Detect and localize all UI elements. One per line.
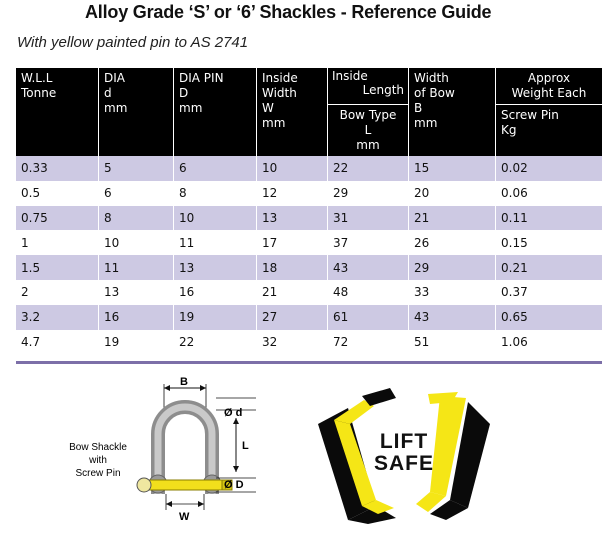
label-b: B — [180, 376, 188, 388]
cell: 17 — [257, 230, 328, 255]
screw-pin — [144, 480, 224, 490]
cell: 19 — [99, 330, 174, 355]
reference-table — [16, 68, 602, 354]
cell: 10 — [174, 206, 257, 231]
cell: 1.5 — [16, 255, 99, 280]
cell: 0.11 — [496, 206, 603, 231]
logo-text-safe: SAFE — [373, 452, 434, 475]
cell: 0.02 — [496, 156, 603, 181]
header-width-of-bow: Width of Bow B mm — [409, 68, 496, 156]
cell: 0.15 — [496, 230, 603, 255]
cell: 11 — [99, 255, 174, 280]
cell: 3.2 — [16, 305, 99, 330]
cell: 0.37 — [496, 280, 603, 305]
cell: 0.5 — [16, 181, 99, 206]
cell: 32 — [257, 330, 328, 355]
cell: 8 — [99, 206, 174, 231]
cell: 0.65 — [496, 305, 603, 330]
label-d: Ø d — [224, 407, 243, 419]
cell: 22 — [328, 156, 409, 181]
cell: 29 — [328, 181, 409, 206]
cell: 11 — [174, 230, 257, 255]
header-wll: W.L.L Tonne — [16, 68, 99, 156]
cell: 29 — [409, 255, 496, 280]
cell: 0.06 — [496, 181, 603, 206]
lift-safe-logo — [318, 388, 490, 524]
cell: 1 — [16, 230, 99, 255]
logo-text-lift: LIFT — [379, 430, 429, 453]
cell: 0.33 — [16, 156, 99, 181]
cell: 15 — [409, 156, 496, 181]
caption-line-3: Screw Pin — [75, 468, 121, 479]
header-dia-pin: DIA PIN D mm — [174, 68, 257, 156]
table-row — [16, 181, 602, 206]
cell: 13 — [257, 206, 328, 231]
cell: 0.21 — [496, 255, 603, 280]
cell: 5 — [99, 156, 174, 181]
cell: 10 — [257, 156, 328, 181]
cell: 21 — [257, 280, 328, 305]
label-l: L — [242, 440, 249, 452]
shackle-illustration — [60, 372, 300, 530]
cell: 1.06 — [496, 330, 603, 355]
label-w: W — [179, 511, 190, 523]
header-bow-type: Bow Type L mm — [328, 105, 409, 157]
cell: 21 — [409, 206, 496, 231]
cell: 0.75 — [16, 206, 99, 231]
cell: 4.7 — [16, 330, 99, 355]
cell: 12 — [257, 181, 328, 206]
page-subtitle: With yellow painted pin to AS 2741 — [17, 34, 249, 51]
page-title: Alloy Grade ‘S’ or ‘6’ Shackles - Reference Guide — [85, 2, 492, 22]
table-row — [16, 230, 602, 255]
table-row — [16, 280, 602, 305]
cell: 61 — [328, 305, 409, 330]
header-inside-width: Inside Width W mm — [257, 68, 328, 156]
cell: 19 — [174, 305, 257, 330]
cell: 33 — [409, 280, 496, 305]
header-screw-pin: Screw Pin Kg — [496, 105, 603, 157]
cell: 51 — [409, 330, 496, 355]
cell: 72 — [328, 330, 409, 355]
cell: 43 — [328, 255, 409, 280]
cell: 6 — [174, 156, 257, 181]
cell: 26 — [409, 230, 496, 255]
table-row — [16, 255, 602, 280]
table-row — [16, 156, 602, 181]
caption-line-2: with — [89, 455, 107, 466]
cell: 20 — [409, 181, 496, 206]
cell: 48 — [328, 280, 409, 305]
shackle-diagram — [60, 372, 300, 530]
table-row — [16, 305, 602, 330]
table-row — [16, 206, 602, 231]
header-approx-weight: Approx Weight Each — [496, 68, 603, 105]
cell: 27 — [257, 305, 328, 330]
cell: 22 — [174, 330, 257, 355]
cell: 16 — [174, 280, 257, 305]
cell: 13 — [99, 280, 174, 305]
header-inside-length: Inside Length — [328, 68, 409, 105]
table-row — [16, 330, 602, 355]
label-big-d: Ø D — [224, 479, 244, 491]
cell: 16 — [99, 305, 174, 330]
cell: 18 — [257, 255, 328, 280]
cell: 2 — [16, 280, 99, 305]
table-bottom-rule — [16, 361, 602, 364]
cell: 10 — [99, 230, 174, 255]
header-dia: DIA d mm — [99, 68, 174, 156]
cell: 8 — [174, 181, 257, 206]
cell: 6 — [99, 181, 174, 206]
cell: 31 — [328, 206, 409, 231]
cell: 37 — [328, 230, 409, 255]
cell: 43 — [409, 305, 496, 330]
caption-line-1: Bow Shackle — [69, 442, 127, 453]
cell: 13 — [174, 255, 257, 280]
